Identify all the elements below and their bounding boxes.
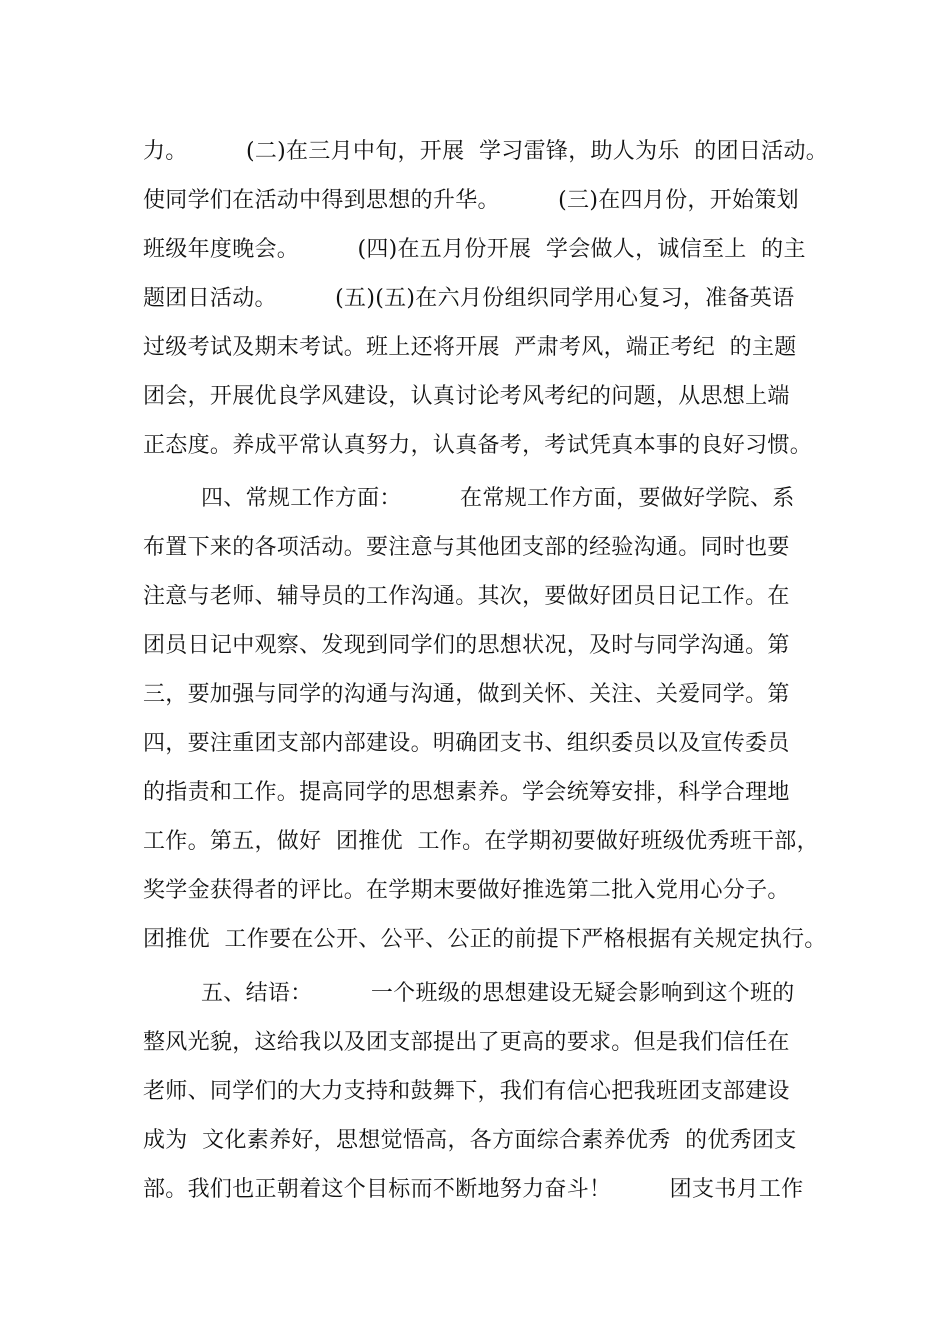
text-line: 班级年度晚会。 (四)在五月份开展 学会做人，诚信至上 的主 <box>143 237 806 262</box>
text-line: 工作。第五，做好 团推优 工作。在学期初要做好班级优秀班干部， <box>143 829 819 854</box>
text-line: 注意与老师、辅导员的工作沟通。其次，要做好团员日记工作。在 <box>143 584 790 609</box>
text-line: 力。 (二)在三月中旬，开展 学习雷锋，助人为乐 的团日活动。 <box>143 139 829 164</box>
text-line: 部。我们也正朝着这个目标而不断地努力奋斗！ 团支书月工作 <box>143 1177 804 1202</box>
text-line: 奖学金获得者的评比。在学期末要做好推选第二批入党用心分子。 <box>143 878 790 903</box>
section-heading-line: 四、常规工作方面： 在常规工作方面，要做好学院、系 <box>201 486 795 511</box>
text-line: 正态度。养成平常认真努力，认真备考，考试凭真本事的良好习惯。 <box>143 433 813 458</box>
text-line: 题团日活动。 (五)(五)在六月份组织同学用心复习，准备英语 <box>143 286 795 311</box>
text-line: 团会，开展优良学风建设，认真讨论考风考纪的问题，从思想上端 <box>143 384 790 409</box>
text-line: 团推优 工作要在公开、公平、公正的前提下严格根据有关规定执行。 <box>143 927 827 952</box>
text-line: 整风光貌，这给我以及团支部提出了更高的要求。但是我们信任在 <box>143 1030 790 1055</box>
text-line: 成为 文化素养好，思想觉悟高，各方面综合素养优秀 的优秀团支 <box>143 1128 797 1153</box>
text-line: 过级考试及期末考试。班上还将开展 严肃考风，端正考纪 的主题 <box>143 335 797 360</box>
text-line: 四，要注重团支部内部建设。明确团支书、组织委员以及宣传委员 <box>143 731 790 756</box>
section-heading-line: 五、结语： 一个班级的思想建设无疑会影响到这个班的 <box>201 981 795 1006</box>
text-line: 老师、同学们的大力支持和鼓舞下，我们有信心把我班团支部建设 <box>143 1079 790 1104</box>
text-line: 团员日记中观察、发现到同学们的思想状况，及时与同学沟通。第 <box>143 633 790 658</box>
text-line: 三，要加强与同学的沟通与沟通，做到关怀、关注、关爱同学。第 <box>143 682 790 707</box>
text-line: 使同学们在活动中得到思想的升华。 (三)在四月份，开始策划 <box>143 188 799 213</box>
text-line: 布置下来的各项活动。要注意与其他团支部的经验沟通。同时也要 <box>143 535 790 560</box>
text-line: 的指责和工作。提高同学的思想素养。学会统筹安排，科学合理地 <box>143 780 790 805</box>
